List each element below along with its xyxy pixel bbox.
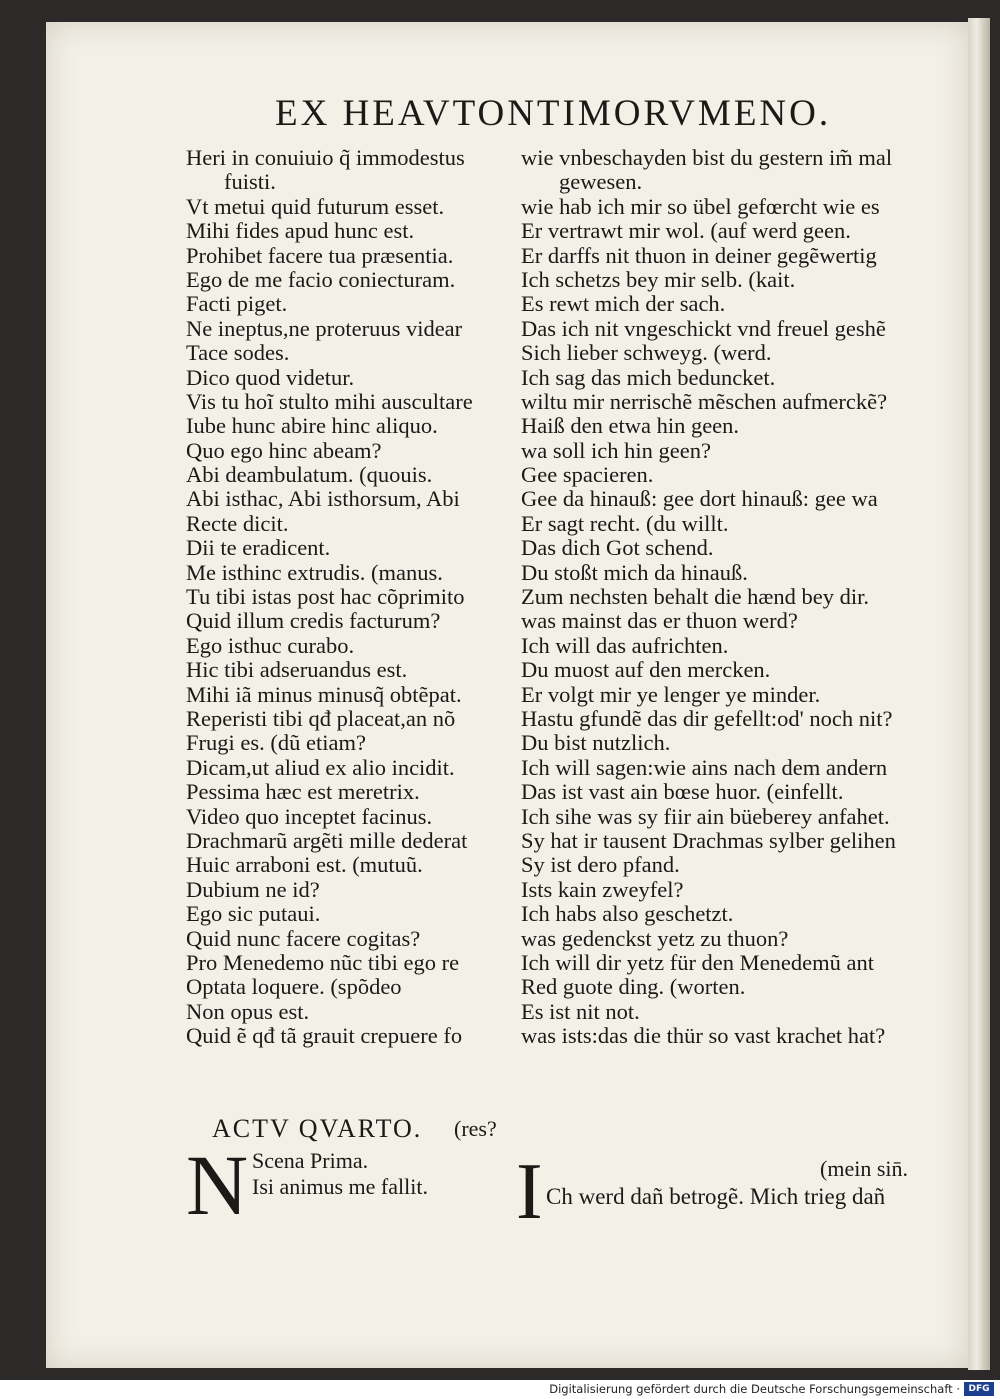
german-line: Das dich Got schend. — [521, 535, 714, 561]
latin-line: Me isthinc extrudis. (manus. — [186, 559, 443, 585]
latin-line: Pessima hæc est meretrix. — [186, 779, 420, 805]
german-column — [521, 146, 956, 1048]
german-line: Das ist vast ain bœse huor. (einfellt. — [521, 779, 844, 805]
latin-line: Dicam,ut aliud ex alio incidit. — [186, 754, 455, 780]
latin-line: Quid nunc facere cogitas? — [186, 925, 421, 951]
dfg-logo: DFG — [964, 1382, 994, 1396]
funding-notice: Digitalisierung gefördert durch die Deutsche Forschungsgemeinschaft · — [549, 1382, 960, 1396]
german-line: was ists:das die thür so vast krachet hat? — [521, 1023, 886, 1049]
latin-line: Prohibet facere tua præsentia. — [186, 242, 454, 268]
drop-cap-latin: N — [186, 1137, 249, 1233]
catchword-res: (res? — [454, 1116, 497, 1141]
german-line: Ich schetzs bey mir selb. (kait. — [521, 266, 796, 292]
latin-line: Ego de me facio coniecturam. — [186, 266, 456, 292]
latin-line: Heri in conuiuio q̃ immodestus — [186, 145, 465, 170]
latin-line: Pro Menedemo nũc tibi ego re — [186, 949, 460, 975]
german-line: wie vnbeschayden bist du gestern im̃ mal — [521, 145, 893, 170]
latin-line: Non opus est. — [186, 998, 310, 1024]
latin-line: Abi deambulatum. (quouis. — [186, 462, 433, 488]
latin-line: Video quo inceptet facinus. — [186, 803, 433, 829]
german-line: wa soll ich hin geen? — [521, 437, 711, 463]
latin-line: Quo ego hinc abeam? — [186, 437, 382, 463]
latin-column — [186, 146, 516, 1048]
act-four-section — [186, 1114, 966, 1236]
running-title: EX HEAVTONTIMORVMENO. — [275, 93, 832, 134]
german-line: Sy hat ir tausent Drachmas sylber gelihen — [521, 827, 896, 853]
latin-line: Quid ẽ qđ tã grauit crepuere fo — [186, 1023, 463, 1049]
german-line: Du stoßt mich da hinauß. — [521, 559, 748, 585]
german-line: Es rewt mich der sach. — [521, 291, 726, 317]
german-line: Ich will sagen:wie ains nach dem andern — [521, 754, 888, 780]
german-line: wiltu mir nerrischẽ mẽschen aufmerckẽ? — [521, 388, 888, 414]
german-line: Ich will dir yetz für den Menedemũ ant — [521, 949, 875, 975]
latin-line: Drachmarũ argẽti mille dederat — [186, 827, 468, 853]
latin-line: Dii te eradicent. — [186, 535, 331, 561]
scene-heading: Scena Prima. — [252, 1148, 369, 1173]
footer-bar — [0, 1380, 1000, 1399]
latin-line: Ego isthuc curabo. — [186, 632, 355, 658]
latin-line: Mihi iã minus minusq̃ obtẽpat. — [186, 681, 462, 707]
german-line: Ich will das aufrichten. — [521, 632, 729, 658]
latin-line: Dubium ne id? — [186, 876, 320, 902]
latin-line: Mihi fides apud hunc est. — [186, 218, 415, 244]
german-line: Sich lieber schweyg. (werd. — [521, 340, 772, 366]
german-line: was gedenckst yetz zu thuon? — [521, 925, 789, 951]
latin-line: Iube hunc abire hinc aliquo. — [186, 413, 438, 439]
latin-line: fuisti. — [224, 169, 276, 195]
latin-line: Vis tu hoĩ stulto mihi auscultare — [186, 388, 473, 414]
latin-line: Ne ineptus,ne proteruus videar — [186, 315, 463, 341]
german-line: Es ist nit not. — [521, 998, 640, 1024]
latin-line: Optata loquere. (spõdeo — [186, 974, 402, 1000]
latin-line: Reperisti tibi qđ placeat,an nõ — [186, 705, 456, 731]
latin-line: Tace sodes. — [186, 340, 290, 366]
latin-line: Ego sic putaui. — [186, 901, 321, 927]
german-line: Ich sihe was sy fiir ain büeberey anfahet. — [521, 803, 890, 829]
german-line: Du bist nutzlich. — [521, 730, 671, 756]
german-line: Er vertrawt mir wol. (auf werd geen. — [521, 218, 851, 244]
german-opening-line: Ch werd dañ betrogẽ. Mich trieg dañ — [546, 1184, 886, 1209]
latin-line: Huic arraboni est. (mutuũ. — [186, 852, 423, 878]
german-line: Er volgt mir ye lenger ye minder. — [521, 681, 821, 707]
german-line: Gee spacieren. — [521, 462, 654, 488]
german-line: gewesen. — [559, 169, 643, 195]
german-line: Haiß den etwa hin geen. — [521, 413, 740, 439]
latin-line: Vt metui quid futurum esset. — [186, 193, 445, 219]
latin-opening-line: Isi animus me fallit. — [252, 1174, 428, 1199]
latin-line: Facti piget. — [186, 291, 288, 317]
latin-line: Frugi es. (dũ etiam? — [186, 730, 366, 756]
german-line: Ists kain zweyfel? — [521, 876, 684, 902]
page-edge — [968, 18, 990, 1370]
drop-cap-german: I — [516, 1148, 543, 1236]
german-line: Du muost auf den mercken. — [521, 657, 771, 683]
latin-line: Quid illum credis facturum? — [186, 608, 441, 634]
german-line: Ich sag das mich beduncket. — [521, 364, 776, 390]
german-line: Hastu gfundẽ das dir gefellt:od' noch nit? — [521, 705, 893, 731]
german-line: Das ich nit vngeschickt vnd freuel geshẽ — [521, 315, 886, 341]
latin-line: Hic tibi adseruandus est. — [186, 657, 408, 683]
german-line: was mainst das er thuon werd? — [521, 608, 798, 634]
act-heading: ACTV QVARTO. — [212, 1114, 423, 1143]
german-line: Er sagt recht. (du willt. — [521, 510, 729, 536]
german-catchword: (mein sin̄. — [820, 1156, 908, 1181]
german-line: Er darffs nit thuon in deiner gegẽwertig — [521, 242, 877, 268]
latin-line: Tu tibi istas post hac cõprimito — [186, 584, 465, 610]
german-line: Red guote ding. (worten. — [521, 974, 746, 1000]
latin-line: Recte dicit. — [186, 510, 289, 536]
latin-line: Dico quod videtur. — [186, 364, 355, 390]
latin-line: Abi isthac, Abi isthorsum, Abi — [186, 486, 460, 512]
german-line: wie hab ich mir so übel gefœrcht wie es — [521, 193, 880, 219]
german-line: Zum nechsten behalt die hænd bey dir. — [521, 584, 870, 610]
german-line: Gee da hinauß: gee dort hinauß: gee wa — [521, 486, 878, 512]
german-line: Ich habs also geschetzt. — [521, 901, 734, 927]
german-line: Sy ist dero pfand. — [521, 852, 680, 878]
